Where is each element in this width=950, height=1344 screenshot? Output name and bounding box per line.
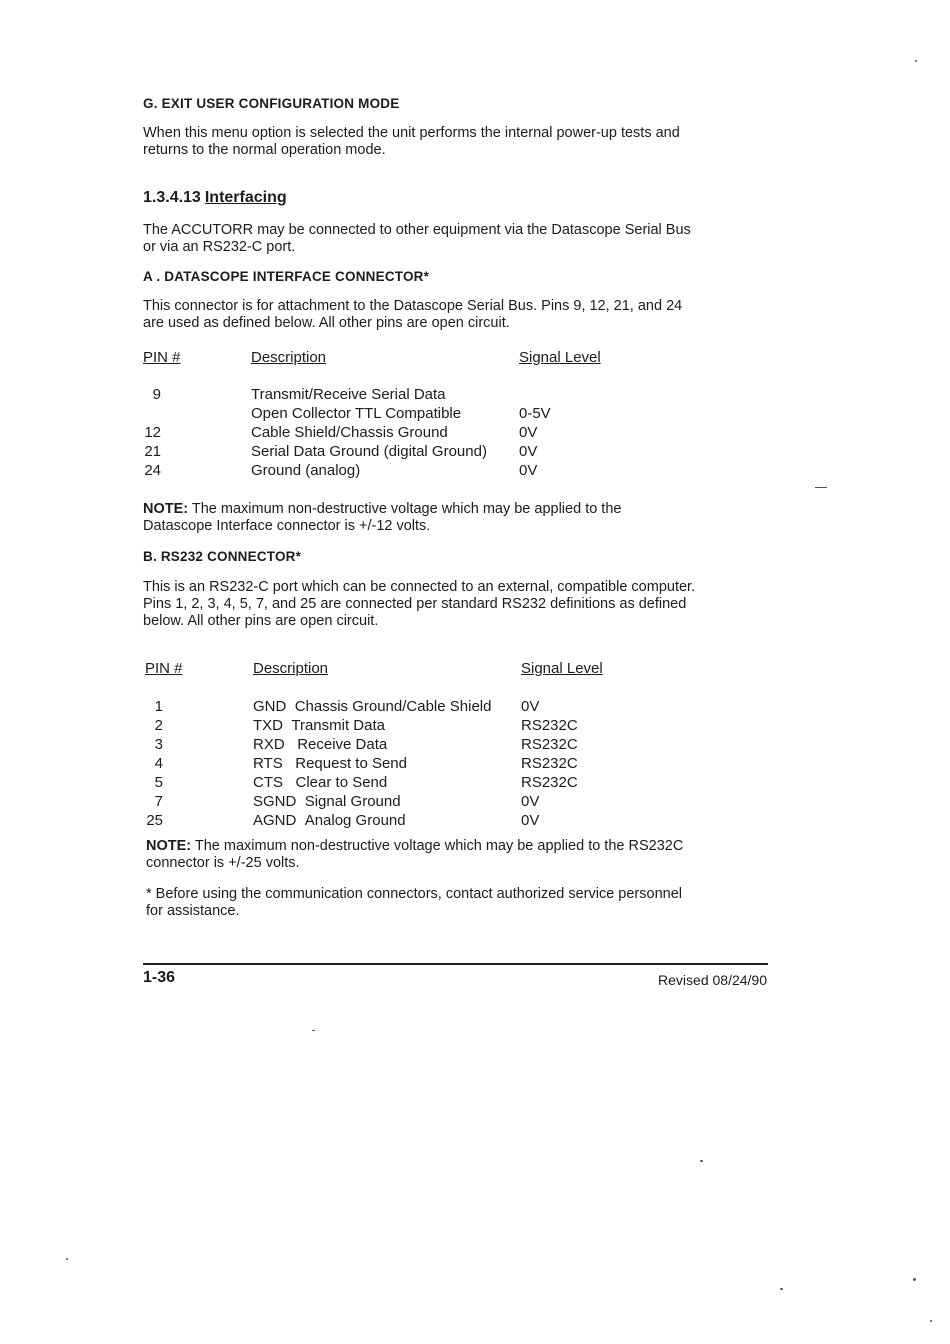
pin-cell: 1 — [154, 698, 163, 715]
page-number: 1-36 — [143, 969, 176, 986]
signal-code: TXD — [253, 717, 283, 734]
section-g-heading: G. EXIT USER CONFIGURATION MODE — [143, 96, 400, 111]
text-line: connector is +/-25 volts. — [146, 855, 300, 871]
level-header: Signal Level — [519, 349, 601, 366]
description-cell — [253, 735, 387, 754]
text-line: The maximum non-destructive voltage which may be applied to the — [191, 501, 622, 517]
description-cell — [253, 773, 387, 792]
text-line: or via an RS232-C port. — [143, 239, 296, 255]
signal-code: CTS — [253, 774, 283, 791]
signal-description: Signal Ground — [304, 793, 401, 810]
footer-rule — [143, 963, 768, 965]
text-line: The maximum non-destructive voltage which may be applied to the RS232C — [194, 838, 684, 854]
text-line: This is an RS232-C port which can be connected to an external, compatible computer. — [143, 579, 696, 595]
level-cell: 0V — [519, 424, 538, 441]
description-cell: Serial Data Ground (digital Ground) — [251, 443, 487, 460]
text-line: When this menu option is selected the unit performs the internal power-up tests and — [143, 125, 680, 141]
level-cell: RS232C — [521, 736, 578, 753]
pin-cell: 9 — [152, 386, 161, 403]
table-row — [145, 811, 845, 830]
note-label: NOTE: — [143, 501, 189, 517]
table-row — [145, 754, 845, 773]
interfacing-text — [143, 222, 763, 256]
table-row — [145, 735, 845, 754]
table-row — [143, 385, 843, 404]
rs232-heading: B. RS232 CONNECTOR* — [143, 549, 302, 564]
text-line: Pins 1, 2, 3, 4, 5, 7, and 25 are connected per standard RS232 definitions as defined — [143, 596, 687, 612]
description-header: Description — [251, 349, 327, 366]
signal-code: SGND — [253, 793, 297, 810]
description-cell: Transmit/Receive Serial Data — [251, 386, 446, 403]
level-cell: RS232C — [521, 755, 578, 772]
table-row — [143, 442, 843, 461]
scan-speck — [780, 1288, 783, 1290]
text-line: This connector is for attachment to the Datascope Serial Bus. Pins 9, 12, 21, and 24 — [143, 298, 683, 314]
pin-cell: 12 — [144, 424, 161, 441]
revised-date: Revised 08/24/90 — [658, 972, 767, 988]
signal-code: AGND — [253, 812, 297, 829]
text-line: for assistance. — [146, 903, 240, 919]
signal-description: Transmit Data — [291, 717, 385, 734]
table-row — [143, 404, 843, 423]
signal-description: Clear to Send — [295, 774, 388, 791]
rs232-note — [146, 838, 766, 872]
text-line: are used as defined below. All other pins are open circuit. — [143, 315, 510, 331]
pin-cell: 24 — [144, 462, 161, 479]
description-cell — [253, 754, 407, 773]
level-header: Signal Level — [521, 660, 603, 677]
description-header: Description — [253, 660, 329, 677]
scan-speck — [66, 1258, 68, 1260]
level-cell: 0V — [519, 443, 538, 460]
datascope-heading: A . DATASCOPE INTERFACE CONNECTOR* — [143, 269, 430, 284]
section-number: 1.3.4.13 — [143, 189, 201, 206]
scan-speck — [915, 60, 917, 62]
pin-cell: 7 — [154, 793, 163, 810]
level-cell: 0V — [521, 812, 540, 829]
text-line: Datascope Interface connector is +/-12 volts. — [143, 518, 431, 534]
signal-description: Chassis Ground/Cable Shield — [294, 698, 492, 715]
scan-speck — [312, 1030, 315, 1031]
pin-cell: 5 — [154, 774, 163, 791]
table-row — [143, 423, 843, 442]
text-line: returns to the normal operation mode. — [143, 142, 386, 158]
pin-cell: 2 — [154, 717, 163, 734]
signal-code: RTS — [253, 755, 283, 772]
text-line: below. All other pins are open circuit. — [143, 613, 379, 629]
section-heading — [143, 189, 763, 207]
text-line: * Before using the communication connectors, contact authorized service personnel — [146, 886, 682, 902]
table-row — [145, 697, 845, 716]
footnote — [146, 886, 766, 920]
datascope-text — [143, 298, 763, 332]
level-cell: 0-5V — [519, 405, 551, 422]
note-label: NOTE: — [146, 838, 192, 854]
description-cell — [253, 811, 406, 830]
pin-cell: 4 — [154, 755, 163, 772]
pin-cell: 3 — [154, 736, 163, 753]
rs232-text — [143, 579, 763, 630]
pin-header: PIN # — [143, 349, 181, 366]
level-cell: RS232C — [521, 717, 578, 734]
signal-description: Receive Data — [297, 736, 388, 753]
signal-description: Analog Ground — [304, 812, 406, 829]
level-cell: RS232C — [521, 774, 578, 791]
scan-speck — [815, 487, 827, 488]
table-row — [145, 716, 845, 735]
signal-description: Request to Send — [295, 755, 407, 772]
level-cell: 0V — [519, 462, 538, 479]
pin-cell: 25 — [146, 812, 163, 829]
datascope-note — [143, 501, 763, 535]
signal-code: GND — [253, 698, 287, 715]
description-cell — [253, 697, 491, 716]
description-cell — [253, 792, 401, 811]
level-cell: 0V — [521, 793, 540, 810]
description-cell — [253, 716, 385, 735]
pin-header: PIN # — [145, 660, 183, 677]
section-g-text — [143, 125, 763, 159]
description-cell: Ground (analog) — [251, 462, 361, 479]
description-cell: Cable Shield/Chassis Ground — [251, 424, 448, 441]
scan-speck — [930, 1320, 932, 1322]
pin-cell: 21 — [144, 443, 161, 460]
text-line: The ACCUTORR may be connected to other equipment via the Datascope Serial Bus — [143, 222, 691, 238]
signal-code: RXD — [253, 736, 285, 753]
level-cell: 0V — [521, 698, 540, 715]
table-row — [145, 792, 845, 811]
section-title: Interfacing — [204, 189, 287, 206]
description-cell: Open Collector TTL Compatible — [251, 405, 462, 422]
table-row — [145, 773, 845, 792]
scan-speck — [700, 1160, 703, 1162]
table-row — [143, 461, 843, 480]
scan-speck — [913, 1278, 916, 1281]
